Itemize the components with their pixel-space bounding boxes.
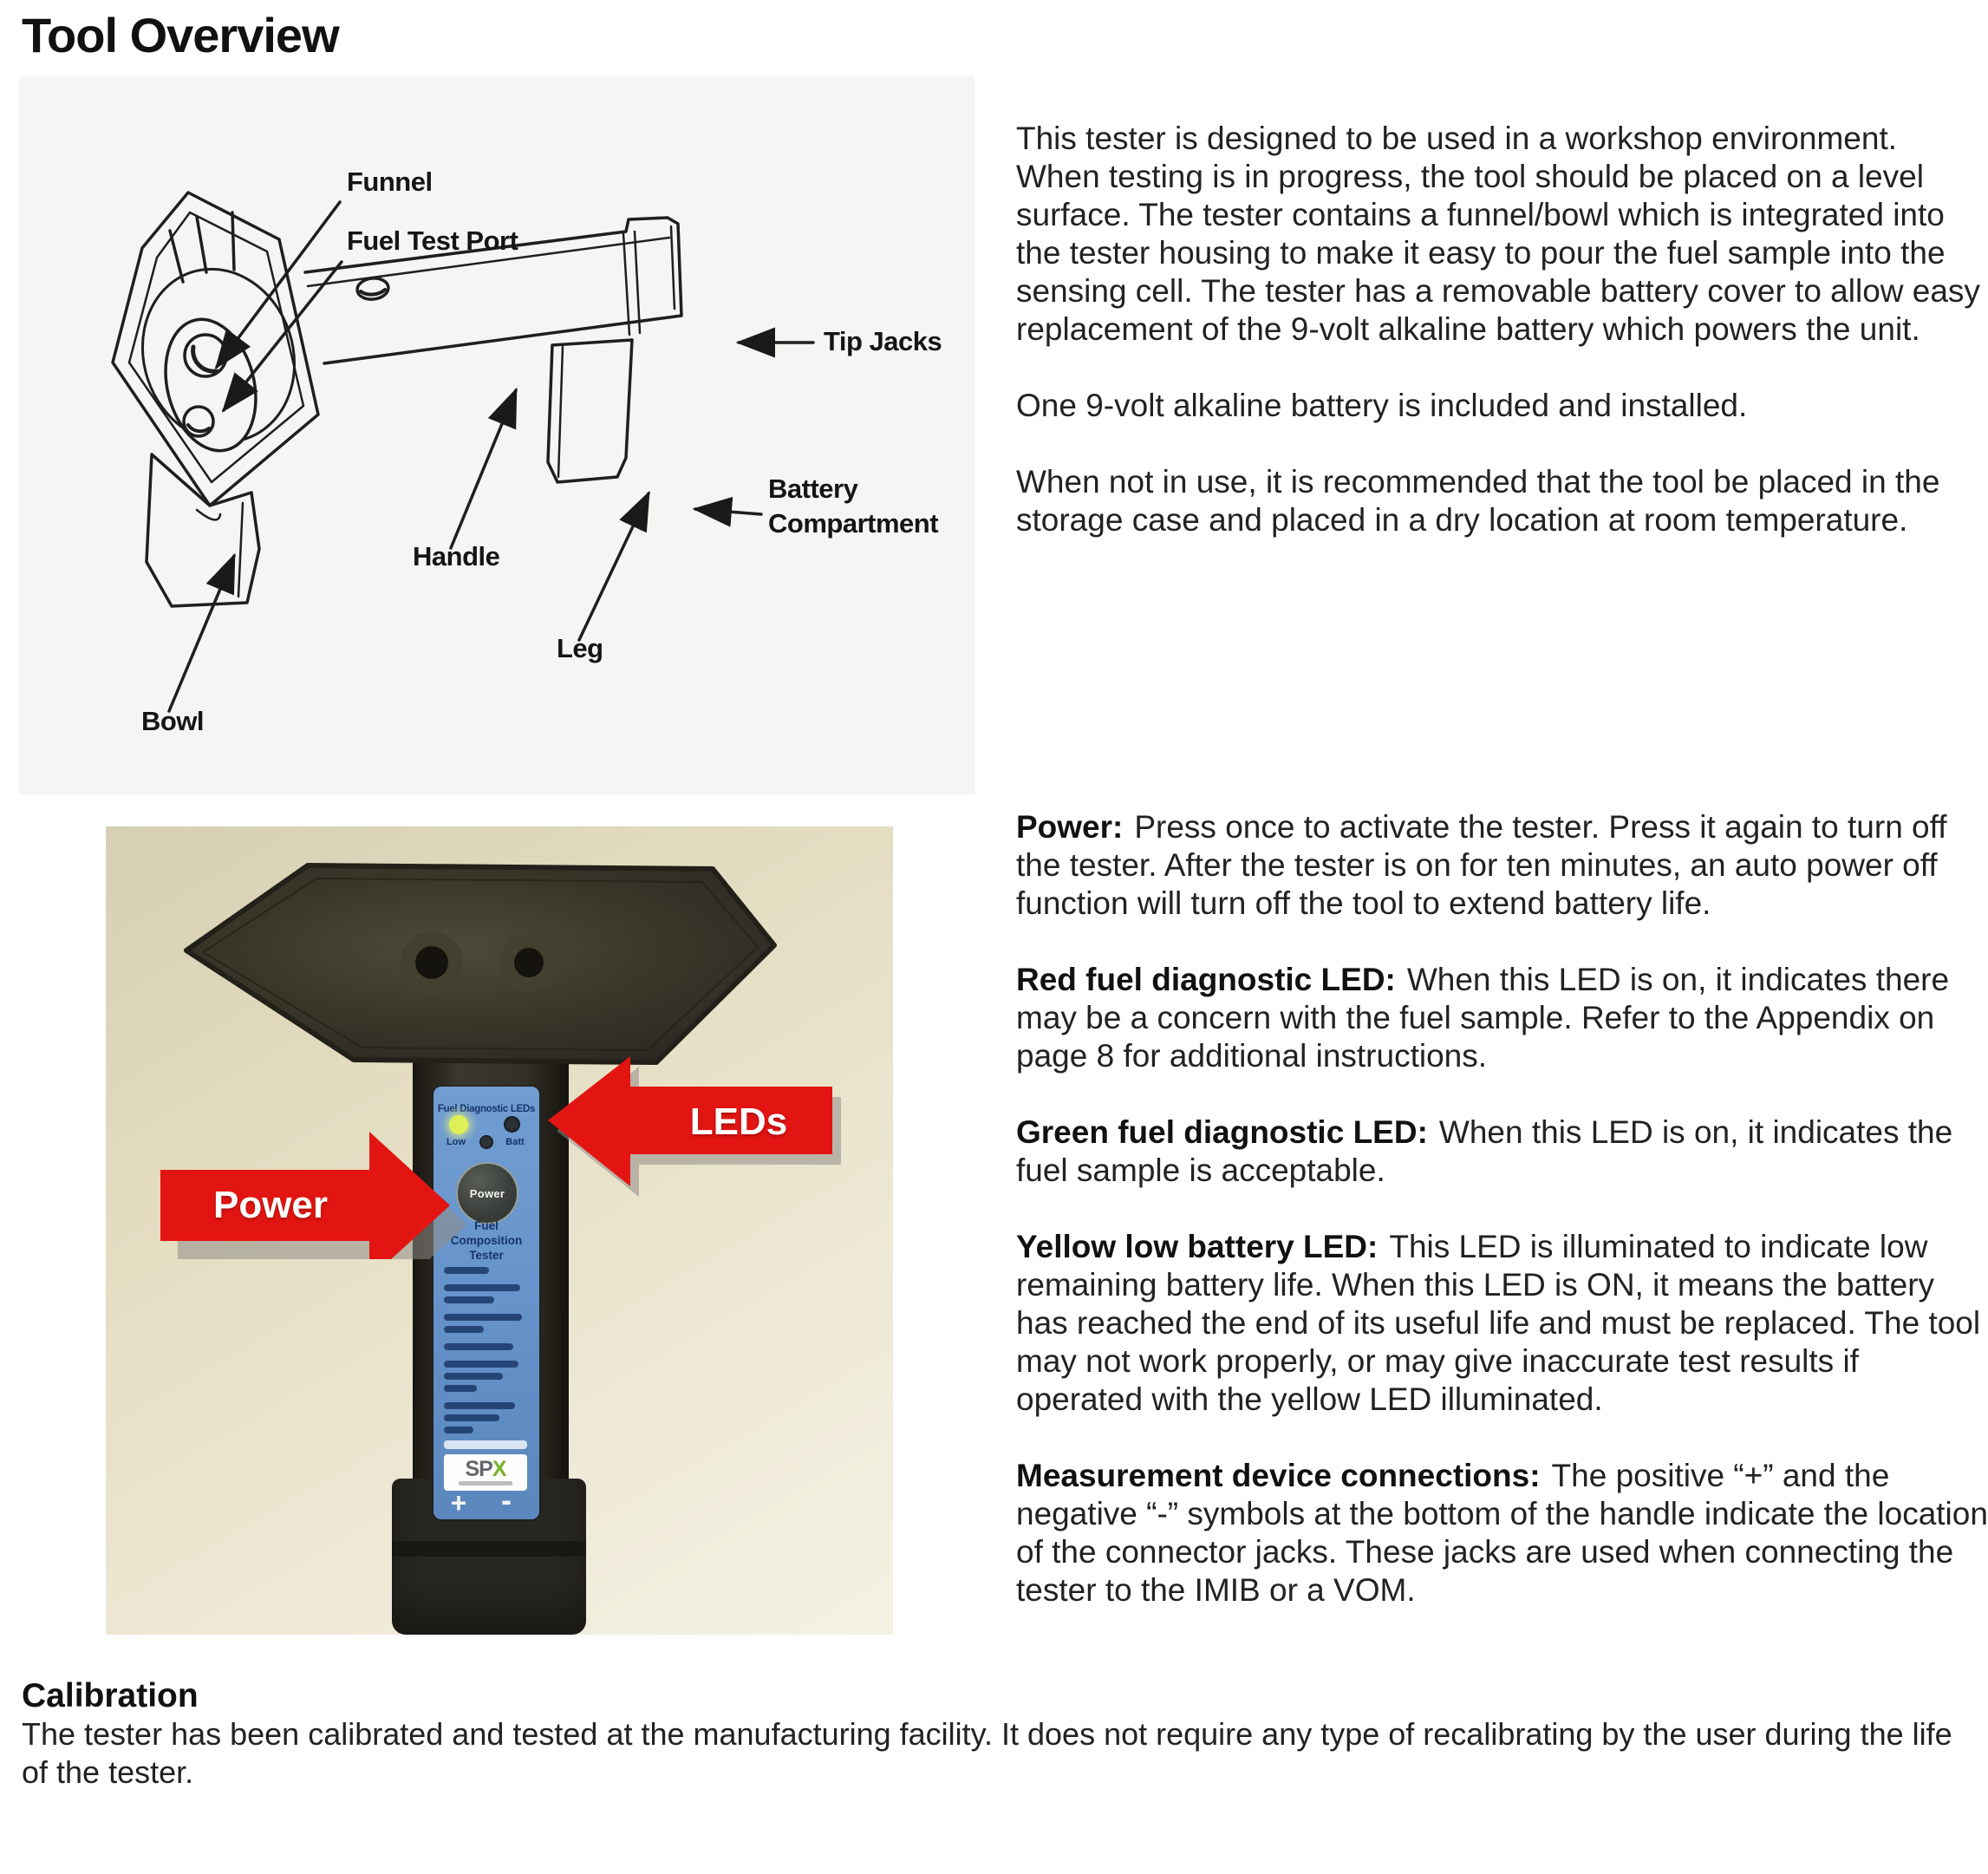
feature-power [1016,808,1988,923]
spx-logo-x: X [492,1457,506,1481]
blurred-text-line [444,1414,499,1421]
yellow-battery-led [479,1135,493,1149]
power-button-text: Power [469,1186,505,1200]
positive-jack-symbol: + [450,1487,467,1518]
diagram-label-leg: Leg [557,633,603,663]
feature-yellow-led [1016,1228,1988,1419]
product-line-2: Composition [450,1234,523,1247]
feature-power-lead: Power: [1016,809,1124,845]
blurred-text-line [444,1284,520,1291]
intro-paragraph-2: One 9-volt alkaline battery is included and installed. [1016,388,1748,423]
blurred-text-line [444,1385,477,1392]
blurred-text-line [444,1267,489,1274]
spx-logo [465,1459,505,1479]
diagram-label-fuel-test-port: Fuel Test Port [347,225,518,256]
feature-red-led [1016,961,1988,1075]
diagram-label-funnel: Funnel [347,167,433,197]
diagram-label-handle: Handle [413,541,500,571]
photo-battery-seam [392,1541,586,1557]
spx-logo-sp: SP [465,1457,492,1481]
intro-paragraph-1: This tester is designed to be used in a workshop environment. When testing is in progress, the tool should be placed on a level surface. The tester contains a funnel/bowl which is integrated into the tester housing to make it easy to pour the fuel sample into the sensing cell. The tester has a removable battery cover to allow easy replacement of the 9-volt alkaline battery which powers the unit. [1016,121,1980,347]
feature-green-led-text: When this LED is on, it indicates the fuel sample is acceptable. [1016,1114,1953,1188]
tool-photo [106,826,893,1635]
tool-line-diagram [19,76,974,794]
label-batt-text: Batt [505,1137,525,1147]
blurred-text-line [444,1427,473,1433]
blurred-text-line [444,1402,515,1409]
blurred-text-line [444,1361,518,1368]
feature-red-led-lead: Red fuel diagnostic LED: [1016,962,1396,997]
diagram-label-bowl: Bowl [141,706,205,736]
diagram-label-battery-1: Battery [768,473,858,504]
feature-connections-lead: Measurement device connections: [1016,1458,1541,1493]
calibration-heading: Calibration [22,1677,199,1714]
label-header-text: Fuel Diagnostic LEDs [437,1104,536,1114]
feature-green-led-lead: Green fuel diagnostic LED: [1016,1114,1428,1150]
feature-yellow-led-lead: Yellow low battery LED: [1016,1229,1379,1264]
tool-line-art [19,76,974,794]
feature-connections [1016,1457,1988,1610]
product-line-3: Tester [469,1249,504,1262]
feature-connections-text: The positive “+” and the negative “-” symbols at the bottom of the handle indicate the location of the connector jacks. These jacks are used when connecting the tester to the IMIB or a VOM. [1016,1458,1988,1608]
feature-text-column [1016,808,1988,1610]
negative-jack-symbol: - [501,1482,512,1518]
red-diagnostic-led [504,1116,520,1133]
feature-green-led [1016,1113,1988,1190]
product-line-1: Fuel [474,1219,499,1232]
feature-power-text: Press once to activate the tester. Press it again to turn off the tester. After the tester is on for ten minutes, an auto power off function will turn off the tool to extend battery life. [1016,809,1947,921]
page-title: Tool Overview [22,8,339,62]
power-arrow-text: Power [212,1184,329,1226]
blurred-text-line [444,1296,494,1303]
diagram-label-tip-jacks: Tip Jacks [824,326,942,356]
blurred-text-line [444,1314,522,1321]
blurred-text-line [444,1326,484,1333]
label-low-text: Low [446,1137,466,1147]
diagram-label-battery-2: Compartment [768,508,939,539]
leds-arrow-text: LEDs [689,1100,788,1143]
feature-red-led-text: When this LED is on, it indicates there may be a concern with the fuel sample. Refer to the Appendix on page 8 for additional instructions. [1016,962,1950,1074]
intro-paragraph-3: When not in use, it is recommended that the tool be placed in the storage case and placed in a dry location at room temperature. [1016,464,1940,538]
blurred-text-line [444,1373,503,1380]
calibration-body: The tester has been calibrated and tested at the manufacturing facility. It does not require any type of recalibrating by the user during the life of the tester. [22,1716,1952,1790]
feature-yellow-led-text: This LED is illuminated to indicate low remaining battery life. When this LED is ON, it means the battery has reached the end of its useful life and must be replaced. The tool may not work properly, or may give inaccurate test results if operated with the yellow LED illuminated. [1016,1229,1981,1417]
intro-text-column [1016,120,1988,539]
part-number-blur [444,1440,527,1449]
blurred-text-line [444,1343,513,1350]
